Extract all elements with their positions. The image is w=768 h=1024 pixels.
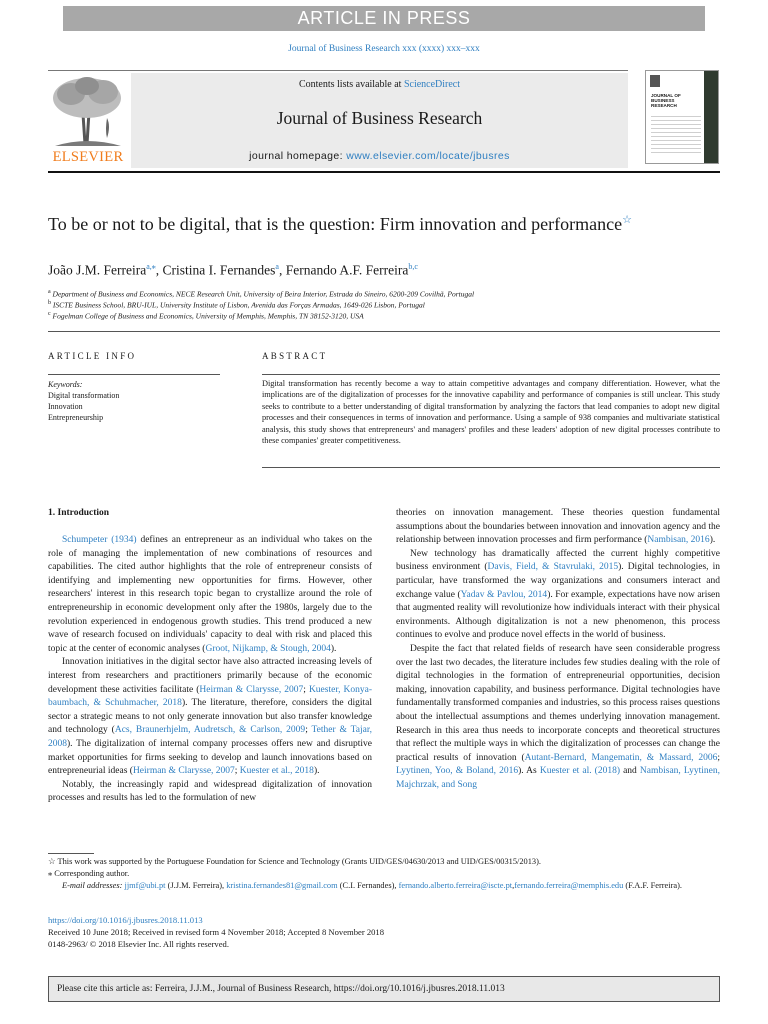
citation-link[interactable]: Schumpeter (1934) — [62, 535, 137, 545]
journal-homepage-link[interactable]: www.elsevier.com/locate/jbusres — [346, 150, 510, 162]
citation-link[interactable]: Lyytinen, Yoo, & Boland, 2016 — [396, 766, 519, 777]
body-paragraph — [396, 643, 720, 793]
cover-art-block — [650, 75, 660, 87]
paragraph-text: Innovation initiatives in the digital sector have also attracted increasing levels of interest from researchers and practitioners primarily because of the economic development these activities facilitate ( — [48, 657, 372, 695]
affiliation-b-text: ISCTE Business School, BRU-IUL, University Institute of Lisbon, Avenida das Forças Armadas, 1649-026 Lisbon, Portugal — [52, 300, 425, 310]
author-separator: , — [155, 262, 163, 278]
abstract-heading: ABSTRACT — [262, 351, 328, 361]
elsevier-wordmark: ELSEVIER — [52, 149, 124, 165]
email-link[interactable]: jjmf@ubi.pt — [124, 881, 166, 890]
paragraph-text: ). — [330, 643, 337, 654]
journal-homepage-line — [131, 150, 628, 162]
email-link[interactable]: kristina.fernandes81@gmail.com — [226, 881, 338, 890]
affiliation-c-sup: c — [48, 311, 51, 317]
citation-link[interactable]: Heirman & Clarysse, 2007 — [199, 684, 304, 695]
doi-link[interactable]: https://doi.org/10.1016/j.jbusres.2018.11.013 — [48, 915, 203, 925]
citation-link[interactable]: Autant-Bernard, Mangematin, & Massard, 2006 — [524, 752, 718, 763]
journal-cover-thumbnail[interactable] — [645, 70, 719, 164]
affiliation-b-sup: b — [48, 300, 51, 306]
body-paragraph — [48, 534, 372, 656]
contents-available-line — [131, 79, 628, 90]
paragraph-text: ). For example, expectations have now arisen that augmented reality will revolutionize how individuals interact with their physical environments. Although digitalization is not a new phenomenon, this process continues to evolve and produce novel effects in the world of business. — [396, 589, 721, 641]
paragraph-text: ; — [303, 684, 309, 695]
email-link[interactable]: fernando.alberto.ferreira@iscte.pt — [398, 881, 513, 890]
body-paragraph — [48, 779, 372, 806]
title-footnote-mark[interactable]: ☆ — [622, 214, 632, 226]
affiliation-b — [48, 300, 720, 310]
contents-prefix: Contents lists available at — [298, 79, 402, 90]
author-affiliation-marker[interactable]: a — [275, 262, 279, 271]
paragraph-text: ). The literature, therefore, considers the digital sector a strategic means to not only generate innovation but also transfer knowledge and technology ( — [48, 698, 372, 736]
email-owner: (J.J.M. Ferreira), — [165, 881, 227, 890]
body-paragraph — [396, 507, 720, 548]
abstract-bottom-rule — [262, 467, 720, 468]
body-paragraph — [396, 548, 720, 643]
author-affiliation-marker[interactable]: b,c — [408, 262, 418, 271]
affiliation-a-sup: a — [48, 289, 51, 295]
copyright-line: 0148-2963/ © 2018 Elsevier Inc. All rights reserved. — [48, 939, 229, 949]
paragraph-text: ). Digital technologies, in particular, have transformed the way organizations and consumers interact and exchange value ( — [396, 562, 720, 600]
cover-side-stripe — [704, 71, 718, 163]
citation-link[interactable]: Yadav & Pavlou, 2014 — [460, 589, 548, 600]
author-name: João J.M. Ferreira — [48, 262, 147, 278]
funding-footnote: ☆ This work was supported by the Portuguese Foundation for Science and Technology (Grants UID/GES/04630/2013 and UID/GES/00315/2013). — [48, 857, 541, 866]
author-affiliation-marker[interactable]: a,⁎ — [146, 262, 156, 271]
sciencedirect-link[interactable]: ScienceDirect — [403, 79, 461, 90]
paragraph-text: theories on innovation management. These theories question fundamental assumptions about the boundaries between innovation and innovation agency and the relationship between innovation processes and firm performance ( — [396, 508, 720, 546]
abstract-text: Digital transformation has recently become a way to attain competitive advantages and company differentiation. However, what the implications are of the digitalization of processes for the innovative capability and performance of companies is still unclear. This study seeks to contribute to a better understanding of digital transformation by analyzing the factors that lead companies to adopt new digital processes and their consequences in terms of innovation and performance. Using a sample of 938 companies and multivariate statistical analysis, this study shows that entrepreneurs' and managers' profiles and these leaders' adoption of new digital processes contribute to these companies' greater competitiveness. — [262, 379, 720, 446]
paragraph-text: ; — [717, 752, 720, 763]
affiliation-a — [48, 289, 720, 299]
email-owner: (F.A.F. Ferreira). — [623, 881, 682, 890]
article-info-heading: ARTICLE INFO — [48, 351, 137, 361]
journal-reference-link[interactable]: Journal of Business Research xxx (xxxx) xxx–xxx — [288, 44, 480, 54]
keyword-item: Innovation — [48, 402, 83, 411]
citation-link[interactable]: Nambisan, 2016 — [647, 535, 710, 546]
paragraph-text: New technology has dramatically affected the current highly competitive business environment ( — [396, 548, 720, 573]
cover-title-line-1: JOURNAL OF — [651, 93, 681, 98]
body-paragraph — [48, 656, 372, 778]
citation-link[interactable]: Acs, Braunerhjelm, Audretsch, & Carlson, 2009 — [114, 725, 306, 736]
body-column-right — [396, 507, 720, 792]
paragraph-text: ). — [709, 535, 716, 546]
citation-link[interactable]: Heirman & Clarysse, 2007 — [132, 766, 235, 777]
cover-title-line-2: BUSINESS — [651, 98, 675, 104]
cover-title — [651, 93, 701, 109]
paragraph-text: Notably, the increasingly rapid and widespread digitalization of innovation processes and results has led to the formulation of new — [48, 779, 372, 804]
paragraph-text: and — [620, 766, 640, 777]
email-owner: , — [512, 881, 515, 890]
title-text: To be or not to be digital, that is the question: Firm innovation and performance — [48, 214, 623, 234]
body-column-left — [48, 534, 372, 806]
header-top-rule — [48, 70, 628, 71]
citation-link[interactable]: Kuester et al., 2018 — [239, 766, 314, 777]
citation-link[interactable]: Tether & Tajar, 2008 — [48, 725, 372, 749]
author-list — [48, 262, 720, 279]
email-addresses-footnote — [48, 880, 720, 892]
abstract-top-rule — [262, 374, 720, 375]
citation-link[interactable]: Kuester, Konya-baumbach, & Schuhmacher, 2018 — [48, 684, 373, 709]
email-link[interactable]: fernando.ferreira@memphis.edu — [514, 881, 624, 890]
corresponding-author-footnote: ⁎ Corresponding author. — [48, 869, 130, 878]
cite-notice-box: Please cite this article as: Ferreira, J.J.M., Journal of Business Research, https://doi.org/10.1016/j.jbusres.2018.11.013 — [48, 976, 720, 1002]
paragraph-text: ; — [234, 766, 240, 777]
paragraph-text: ). The digitalization of internal company processes offers new and disruptive market opportunities for firms seeking to develop and launch innovations based on entrepreneurial ideas ( — [48, 738, 372, 777]
article-info-rule — [48, 374, 220, 375]
author-name: Cristina I. Fernandes — [162, 262, 276, 278]
cover-title-line-3: RESEARCH — [651, 103, 677, 109]
paragraph-text: defines an entrepreneur as an individual who takes on the role of managing the implementation of new combinations of resources and capabilities. The cited author highlights that the role of entrepreneur consists of identifying and implementing new opportunities for firms. However, other researchers' interest in this research topic began to crystallize around the role of entrepreneurship in economic development only after the 1980s, largely due to the revolution experienced in endogenous growth studies. This trend produced a new wave of research focused on individuals' capacity to deal with risk and placed this topic at the center of economic analyses ( — [48, 535, 373, 654]
front-matter-rule — [48, 331, 720, 332]
article-title — [48, 209, 688, 236]
article-in-press-banner: ARTICLE IN PRESS — [63, 6, 705, 31]
affiliation-a-text: Department of Business and Economics, NECE Research Unit, University of Beira Interior, Estrada do Sineiro, 6200-209 Covilhã, Portugal — [52, 289, 475, 299]
citation-link[interactable]: Davis, Field, & Stavrulaki, 2015 — [487, 562, 619, 573]
author-name: Fernando A.F. Ferreira — [285, 262, 409, 278]
affiliation-c — [48, 311, 720, 321]
paragraph-text: ). As — [518, 766, 540, 777]
citation-link[interactable]: Nambisan, Lyytinen, Majchrzak, and Song — [396, 766, 721, 790]
keywords-label: Keywords: — [48, 380, 83, 389]
cover-text-lines — [651, 113, 701, 153]
citation-link[interactable]: Kuester et al. (2018) — [539, 766, 621, 777]
citation-link[interactable]: Groot, Nijkamp, & Stough, 2004 — [205, 643, 331, 654]
author-separator: , — [278, 262, 286, 278]
section-heading-introduction: 1. Introduction — [48, 508, 110, 518]
keyword-item: Digital transformation — [48, 391, 120, 400]
journal-title: Journal of Business Research — [276, 108, 483, 128]
affiliation-c-text: Fogelman College of Business and Economics, University of Memphis, Memphis, TN 38152-3120, USA — [52, 311, 364, 321]
received-dates: Received 10 June 2018; Received in revised form 4 November 2018; Accepted 8 November 2018 — [48, 927, 385, 937]
email-owner: (C.I. Fernandes), — [337, 881, 399, 890]
homepage-prefix: journal homepage: — [249, 150, 343, 162]
paragraph-text: ). — [313, 766, 320, 777]
header-bottom-rule — [48, 171, 720, 173]
keyword-item: Entrepreneurship — [48, 413, 104, 422]
email-label: E-mail addresses: — [62, 881, 125, 890]
paragraph-text: ; — [305, 725, 312, 736]
paragraph-text: Despite the fact that related fields of research have seen considerable progress over the last two decades, the literature includes few studies dealing with the role of digital technologies in the formation of entrepreneurial opportunities, decision making, innovation capability, and business performance. Digital technologies have fundamentally transformed companies and industries, so this process raises questions about the intellectual assumptions and themes underlying innovation management. Research in this area thus needs to incorporate concepts and theoretical structures that reflect the multiple ways in which the digitalization of processes can change the practical results of innovation ( — [396, 643, 720, 763]
footnote-rule — [48, 853, 94, 854]
